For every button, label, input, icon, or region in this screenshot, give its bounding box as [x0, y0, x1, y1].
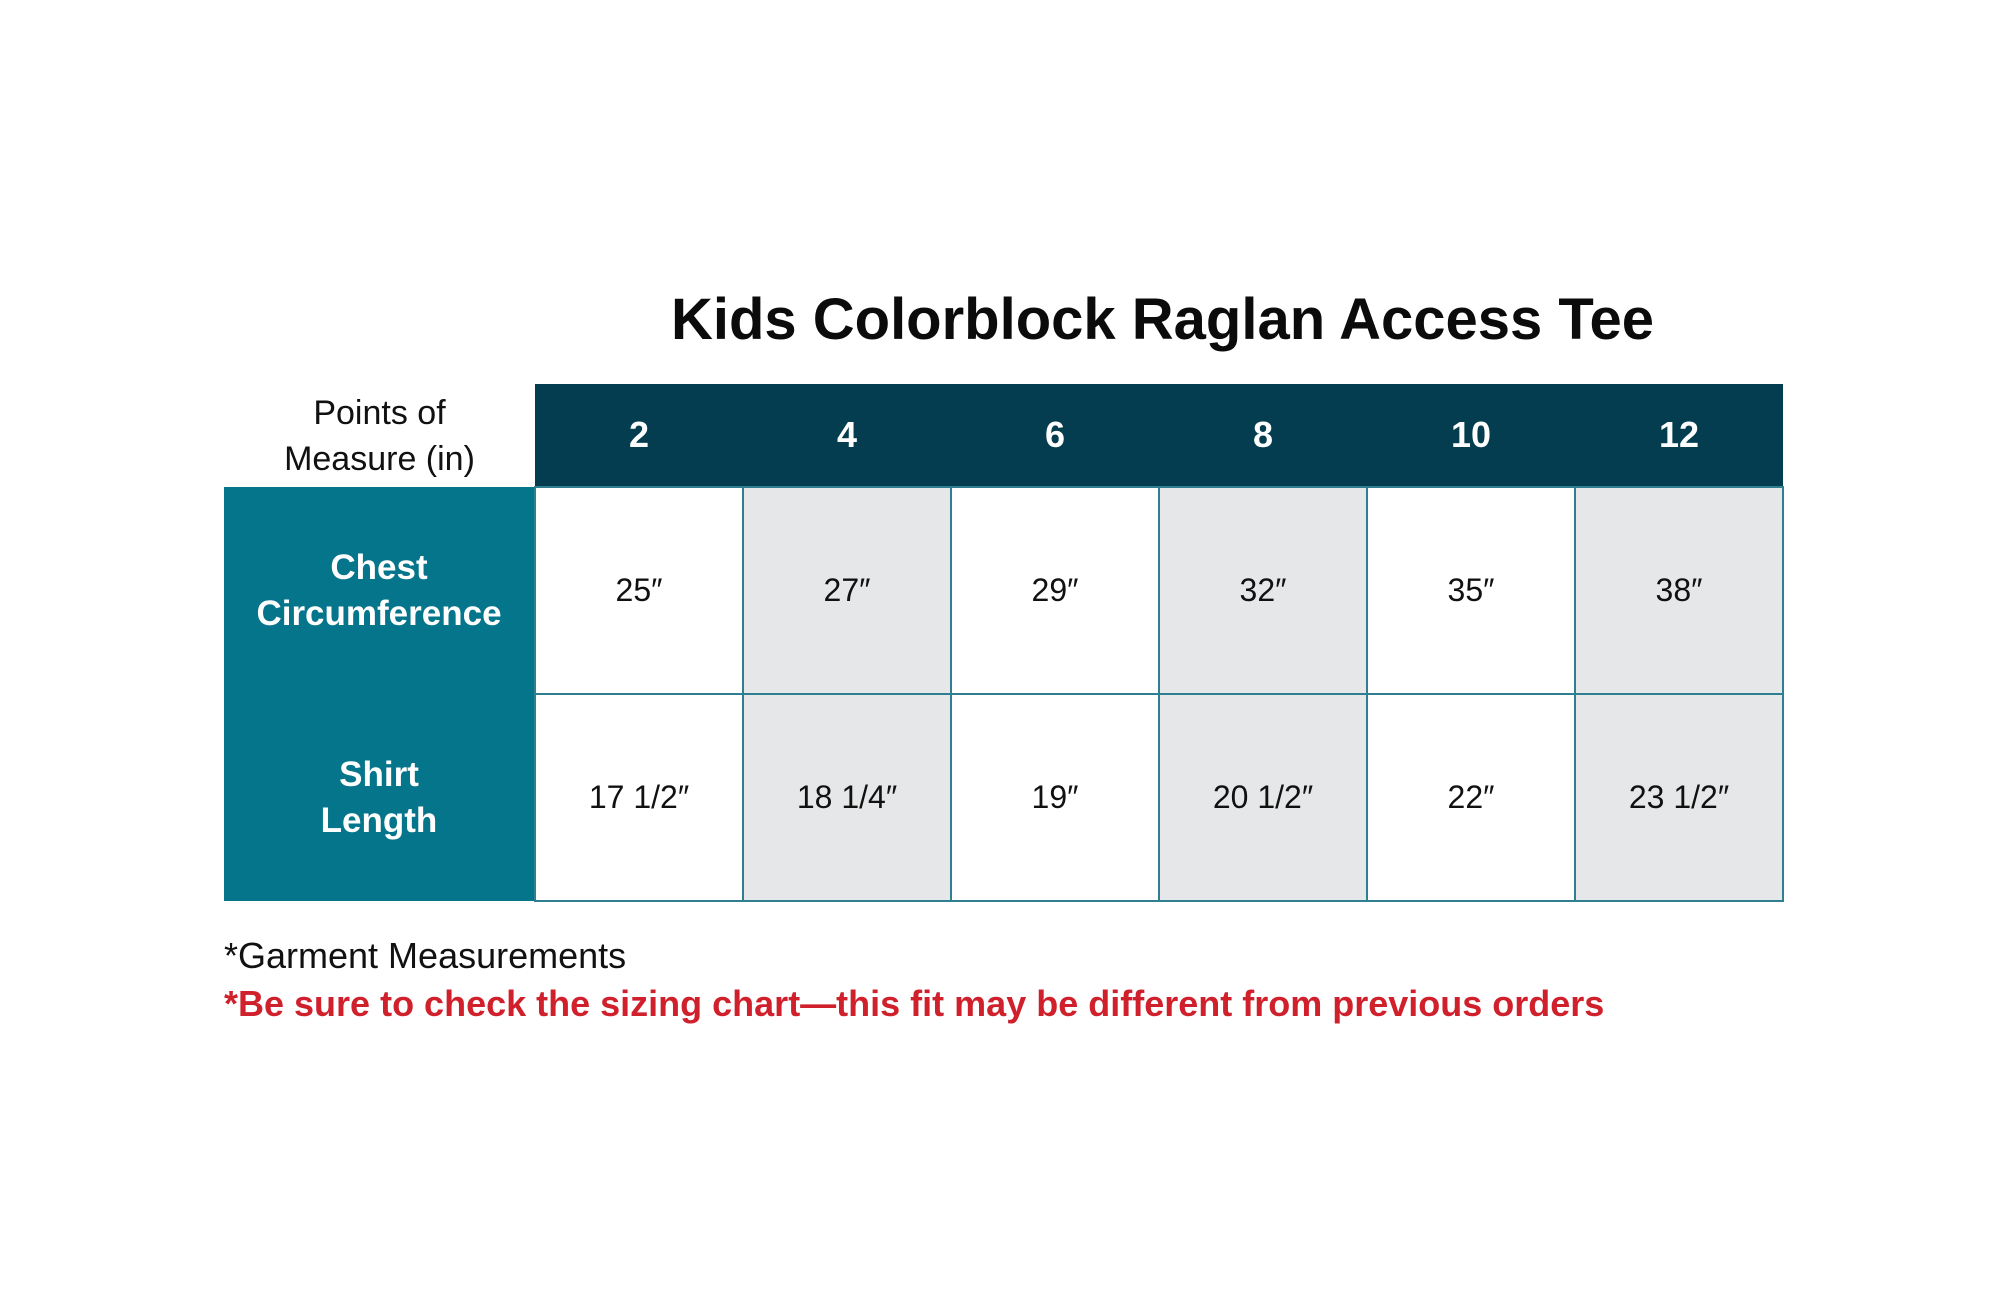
- chest-size-6: 29″: [951, 487, 1159, 694]
- table-row-length: [224, 694, 1783, 901]
- chest-size-8: 32″: [1159, 487, 1367, 694]
- length-size-4: 18 1/4″: [743, 694, 951, 901]
- row-label-line-2: Length: [320, 800, 438, 840]
- chart-title: Kids Colorblock Raglan Access Tee: [670, 287, 1655, 352]
- size-header-12: 12: [1575, 384, 1783, 487]
- row-label-line-2: Circumference: [256, 593, 502, 633]
- size-chart-table: [224, 384, 1784, 902]
- length-size-2: 17 1/2″: [535, 694, 743, 901]
- size-header-8: 8: [1159, 384, 1367, 487]
- length-size-6: 19″: [951, 694, 1159, 901]
- size-header-2: 2: [535, 384, 743, 487]
- sizing-warning-note: *Be sure to check the sizing chart—this fit may be different from previous orders: [224, 983, 1605, 1024]
- chest-size-10: 35″: [1367, 487, 1575, 694]
- size-header-10: 10: [1367, 384, 1575, 487]
- garment-measurements-note: *Garment Measurements: [224, 935, 627, 976]
- row-label-chest-circumference: [224, 487, 535, 694]
- length-size-8: 20 1/2″: [1159, 694, 1367, 901]
- size-header-6: 6: [951, 384, 1159, 487]
- chest-size-2: 25″: [535, 487, 743, 694]
- table-row-chest: [224, 487, 1783, 694]
- chest-size-4: 27″: [743, 487, 951, 694]
- size-header-4: 4: [743, 384, 951, 487]
- corner-label-line-1: Points of: [313, 393, 446, 432]
- row-label-shirt-length: [224, 694, 535, 901]
- row-label-line-1: Chest: [330, 547, 428, 587]
- corner-label-line-2: Measure (in): [284, 439, 475, 478]
- length-size-12: 23 1/2″: [1575, 694, 1783, 901]
- row-label-line-1: Shirt: [339, 754, 419, 794]
- points-of-measure-label: [224, 384, 535, 487]
- chest-size-12: 38″: [1575, 487, 1783, 694]
- size-header-row: [224, 384, 1783, 487]
- length-size-10: 22″: [1367, 694, 1575, 901]
